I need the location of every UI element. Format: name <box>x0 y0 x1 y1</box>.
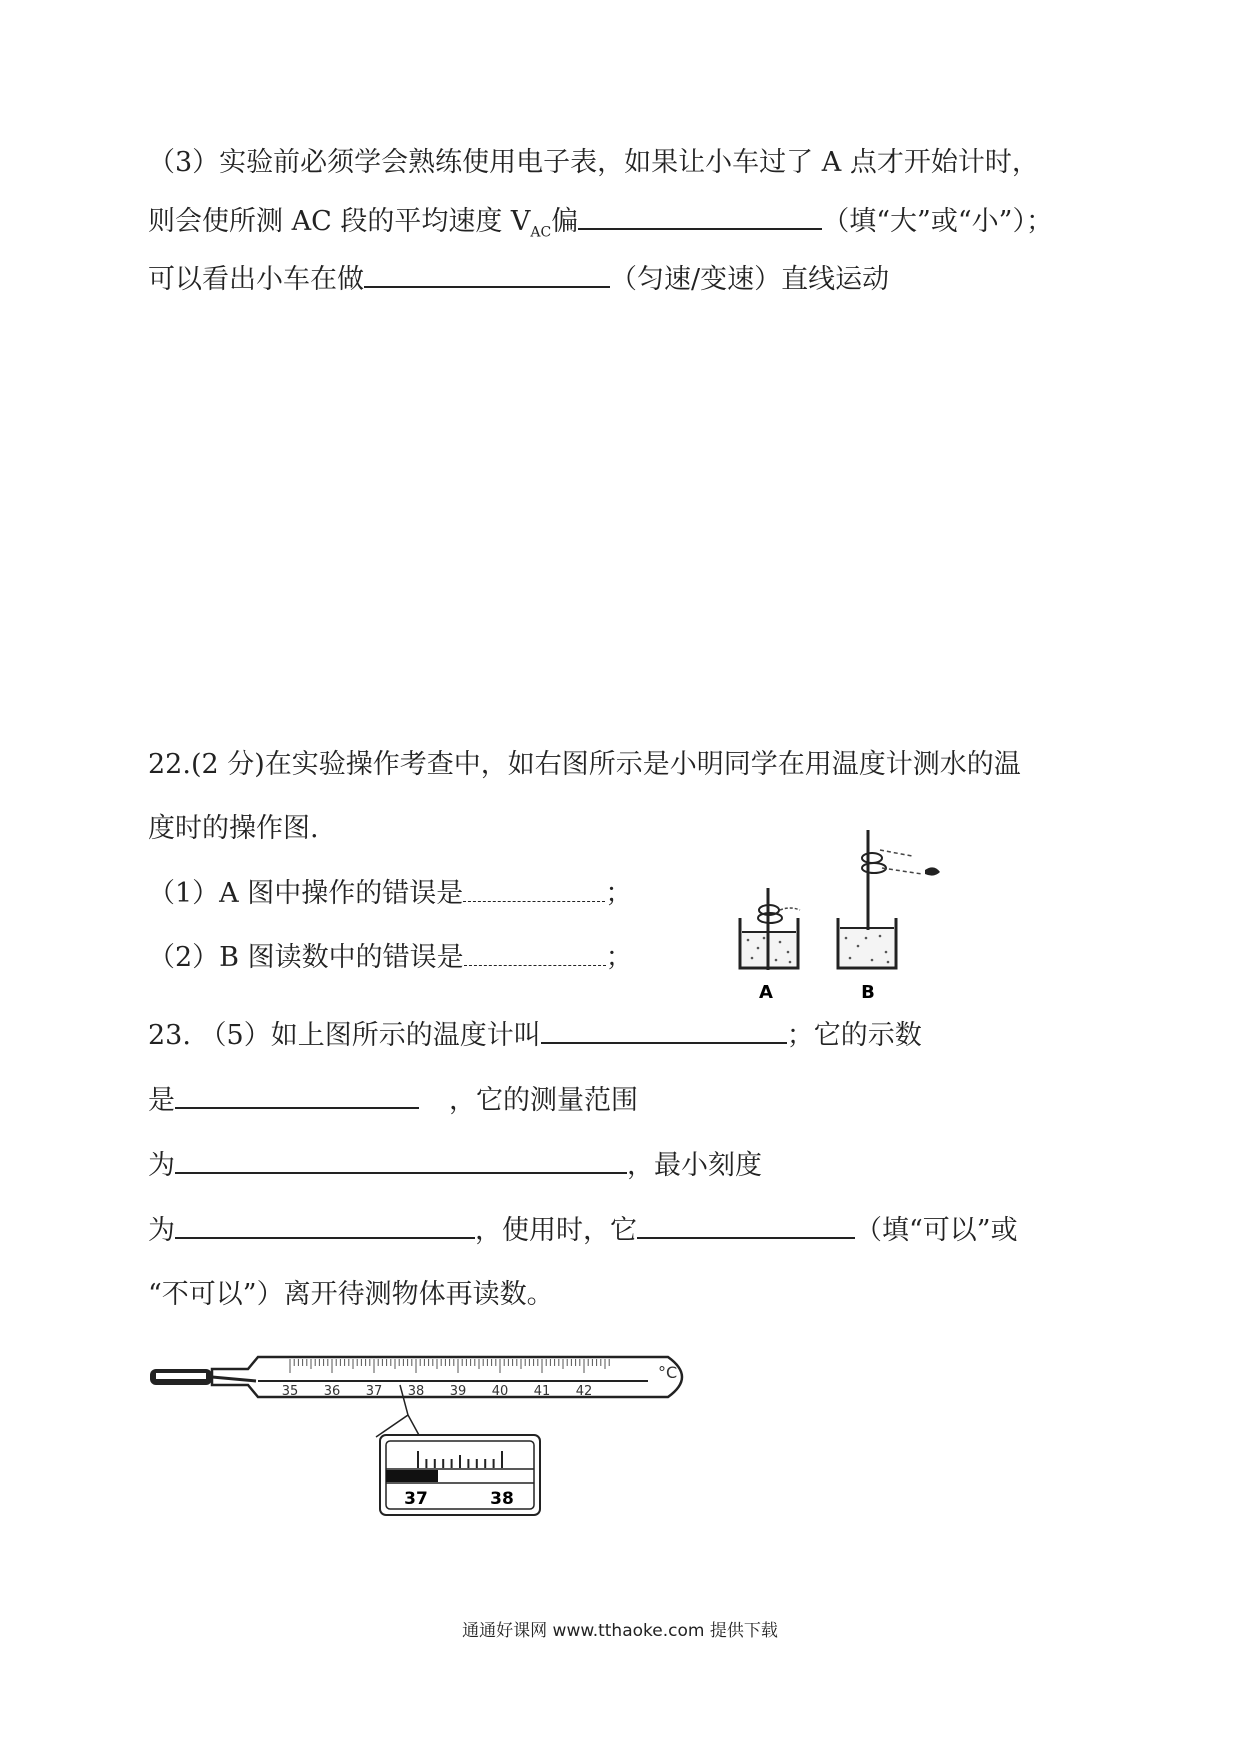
q3-answer-blank-1[interactable] <box>578 204 822 230</box>
q22-answer-blank-2[interactable] <box>464 941 606 966</box>
q23-line3 <box>148 1148 762 1183</box>
q22-sub2 <box>148 941 633 975</box>
scale-label: 37 <box>365 1384 383 1399</box>
q23-answer-blank-1[interactable] <box>541 1018 787 1044</box>
q22-answer-blank-1[interactable] <box>463 877 605 902</box>
q3-line2-mid: 偏 <box>551 206 579 237</box>
q3-line3-post: （匀速/变速）直线运动 <box>610 264 890 295</box>
q23-line1-post: ；它的示数 <box>786 1020 922 1051</box>
q22-semicolon-1: ； <box>605 878 633 909</box>
zoom-label-38: 38 <box>490 1489 514 1509</box>
q23-line4-mid: ，使用时，它 <box>475 1215 637 1246</box>
zoom-view <box>380 1435 540 1515</box>
beaker-figure <box>730 820 960 1000</box>
q23-line3-post: ，最小刻度 <box>627 1150 762 1181</box>
scale-label: 40 <box>491 1384 509 1399</box>
mercury-column <box>386 1470 438 1482</box>
q22-sub2-text: （2）B 图读数中的错误是 <box>148 942 464 973</box>
q22-sub1 <box>148 877 632 911</box>
q23-line1-pre: 23. （5）如上图所示的温度计叫 <box>148 1020 541 1051</box>
q23-line5: “不可以”）离开待测物体再读数。 <box>148 1279 554 1310</box>
scale-label: 35 <box>281 1384 299 1399</box>
q22-sub1-text: （1）A 图中操作的错误是 <box>148 878 464 909</box>
q23-line2-post: ，它的测量范围 <box>449 1085 638 1116</box>
scale-label: 39 <box>449 1384 467 1399</box>
q22-line2: 度时的操作图. <box>148 813 319 844</box>
scale-label: 36 <box>323 1384 341 1399</box>
eye-icon <box>925 867 940 875</box>
beaker-b <box>838 830 940 968</box>
thermometer <box>150 1357 682 1399</box>
zoom-label-37: 37 <box>404 1489 428 1509</box>
thermometer-unit: °C <box>658 1363 678 1382</box>
q23-line1 <box>148 1018 922 1053</box>
label-b: B <box>861 982 875 1000</box>
q3-answer-blank-2[interactable] <box>364 262 610 288</box>
q23-line2 <box>148 1083 638 1118</box>
q23-line4 <box>148 1213 1018 1248</box>
q3-line1: （3）实验前必须学会熟练使用电子表，如果让小车过了 A 点才开始计时， <box>148 147 1039 178</box>
scale-label: 42 <box>575 1384 593 1399</box>
q3-line3-pre: 可以看出小车在做 <box>148 264 364 295</box>
q23-answer-blank-4[interactable] <box>175 1213 475 1239</box>
scale-label: 38 <box>407 1384 425 1399</box>
q3-subscript-ac: AC <box>530 224 552 241</box>
q3-line3 <box>148 262 889 297</box>
q3-line2 <box>148 204 1053 249</box>
q23-answer-blank-5[interactable] <box>637 1213 855 1239</box>
q23-line3-pre: 为 <box>148 1150 175 1181</box>
q22-semicolon-2: ； <box>605 942 633 973</box>
q23-line4-pre: 为 <box>148 1215 175 1246</box>
q22-line1: 22.(2 分)在实验操作考查中，如右图所示是小明同学在用温度计测水的温 <box>148 749 1021 780</box>
label-a: A <box>759 982 773 1000</box>
scale-label: 41 <box>533 1384 551 1399</box>
q23-answer-blank-2[interactable] <box>175 1083 419 1109</box>
q23-answer-blank-3[interactable] <box>175 1148 627 1174</box>
q3-line2-post: （填“大”或“小”）； <box>822 206 1053 237</box>
beaker-a <box>740 888 800 970</box>
q23-line4-post: （填“可以”或 <box>855 1215 1018 1246</box>
thermometer-figure <box>148 1345 688 1520</box>
footer-source: 通通好课网 www.tthaoke.com 提供下载 <box>462 1621 778 1641</box>
q3-line2-pre: 则会使所测 AC 段的平均速度 V <box>148 206 531 237</box>
q23-line2-pre: 是 <box>148 1085 175 1116</box>
